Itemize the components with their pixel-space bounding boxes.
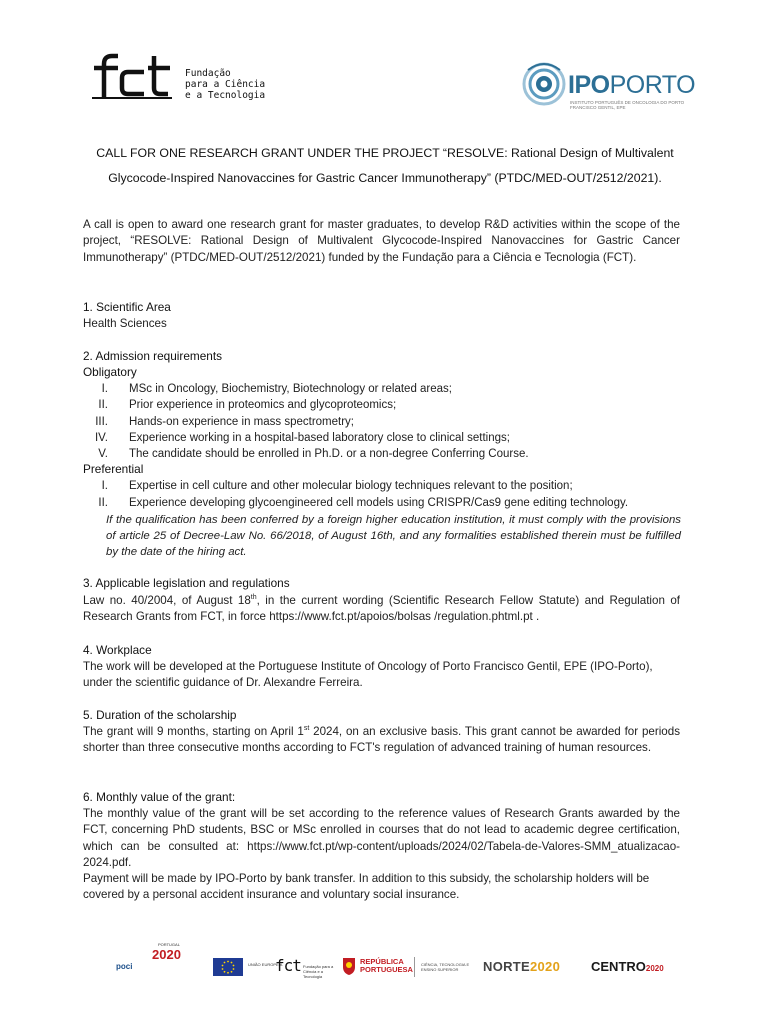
fct-logo — [92, 50, 272, 100]
republica-emblem-icon — [342, 956, 356, 976]
portugal2020-logo — [152, 942, 181, 984]
list-text: Expertise in cell culture and other molecular biology techniques relevant to the position; — [129, 480, 573, 492]
fct-line-2: para a Ciência — [185, 79, 266, 90]
foreign-qualification-note: If the qualification has been conferred by a foreign higher education institution, it must comply with the provisions of article 25 of Decree-Law No. 66/2018, of August 16th, and any formalities established therein must be fulfilled by the date of the hiring act. — [106, 514, 681, 559]
legislation-text-a: Law no. 40/2004, of August 18 — [83, 594, 251, 607]
call-title-line-2: Glycocode-Inspired Nanovaccines for Gastric Cancer Immunotherapy” (PTDC/MED-OUT/2512/2021). — [108, 171, 662, 185]
eu-stars-icon — [213, 958, 243, 976]
duration-text-a: The grant will 9 months, starting on April 1 — [83, 725, 304, 738]
portugal2020-number: 2020 — [152, 947, 181, 962]
poci-logo: poci — [116, 962, 133, 971]
centro2020-logo — [591, 959, 664, 985]
scientific-area-text: Health Sciences — [83, 317, 167, 330]
section-admission-heading: 2. Admission requirements — [83, 349, 223, 363]
rp-line-1: REPÚBLICA — [360, 957, 404, 966]
ipo-name — [568, 72, 695, 98]
republica-portuguesa-text — [360, 958, 413, 984]
workplace-text: The work will be developed at the Portuguese Institute of Oncology of Porto Francisco Gentil, EPE (IPO-Porto), under the scientific guidance of Dr. Alexandre Ferreira. — [83, 660, 653, 690]
norte2020-logo — [483, 959, 560, 985]
list-number: II. — [98, 399, 108, 411]
list-text: Prior experience in proteomics and glycoproteomics; — [129, 399, 397, 411]
portugal2020-small: PORTUGAL — [158, 942, 180, 947]
fct-footer-sub: Fundação para a Ciência e a Tecnologia — [303, 964, 334, 979]
ipo-porto-logo — [522, 60, 702, 120]
centro-number: 2020 — [645, 964, 664, 973]
call-title-line-1: CALL FOR ONE RESEARCH GRANT UNDER THE PROJECT “RESOLVE: Rational Design of Multivalent — [96, 146, 674, 160]
payment-text: Payment will be made by IPO-Porto by bank transfer. In addition to this subsidy, the scholarship holders will be covered by a personal accident insurance and voluntary social insurance. — [83, 872, 650, 902]
section-workplace-heading: 4. Workplace — [83, 643, 152, 657]
duration-text-b: 2024, on an exclusive basis. This grant cannot be awarded for periods shorter than three consecutive months according to FCT's regulation of advanced training of human resources. — [83, 725, 680, 755]
funding-logos-footer — [108, 942, 664, 984]
list-number: V. — [98, 448, 108, 460]
intro-paragraph: A call is open to award one research grant for master graduates, to develop R&D activities within the scope of the project, “RESOLVE: Rational Design of Multivalent Glycocode-Inspired Nanovaccines for Gastric Cancer Immunotherapy” (PTDC/MED-OUT/2512/2021) funded by the Fundação para a Ciência e Tecnologia (FCT). — [83, 218, 680, 264]
fct-line-3: e a Tecnologia — [185, 90, 266, 101]
footer-divider — [414, 957, 415, 977]
section-monthly-heading: 6. Monthly value of the grant: — [83, 790, 236, 804]
list-text: MSc in Oncology, Biochemistry, Biotechnology or related areas; — [129, 383, 452, 395]
list-number: I. — [101, 480, 108, 492]
fct-mark-icon — [92, 50, 174, 102]
section-legislation-heading: 3. Applicable legislation and regulations — [83, 576, 290, 590]
list-number: III. — [95, 416, 108, 428]
rp-line-2: PORTUGUESA — [360, 965, 413, 974]
norte-number: 2020 — [530, 959, 561, 974]
legislation-sup: th — [250, 594, 257, 602]
monthly-text: The monthly value of the grant will be set according to the reference values of Research Grants awarded by the FCT, concerning PhD students, BSC or MSc enrolled in courses that do not lead to academic degree certification, which can be consulted at: https://www.fct.pt/wp-content/uploads/2024/02/Tabela-de-Valores-SMM_atualizacao-2024.pdf. — [83, 807, 680, 869]
list-text: Experience developing glycoengineered cell models using CRISPR/Cas9 gene editing technology. — [129, 497, 629, 509]
section-duration-heading: 5. Duration of the scholarship — [83, 708, 237, 722]
shield-icon — [342, 956, 356, 976]
list-number: IV. — [94, 432, 108, 444]
fct-footer-logo: fct — [275, 956, 301, 975]
legislation-text — [83, 593, 680, 626]
ipo-eye-icon — [522, 60, 568, 110]
ccts-text: CIÊNCIA, TECNOLOGIA E ENSINO SUPERIOR — [421, 962, 470, 972]
ipo-name-bold: IPO — [568, 71, 610, 99]
ipo-name-rest: PORTO — [609, 71, 696, 99]
list-text: Hands-on experience in mass spectrometry; — [129, 416, 354, 428]
fct-wordmark — [185, 68, 265, 101]
legislation-text-b: , in the current wording (Scientific Research Fellow Statute) and Regulation of Research Grants from FCT, in force https://www.fct.pt/apoios/bolsas /regulation.phtml.pt . — [83, 594, 681, 624]
eu-text: UNIÃO EUROPEIA — [248, 962, 283, 967]
duration-sup: st — [303, 725, 310, 733]
list-text: Experience working in a hospital-based laboratory close to clinical settings; — [129, 432, 510, 444]
norte-text: NORTE — [483, 959, 530, 974]
section-scientific-area-heading: 1. Scientific Area — [83, 300, 171, 314]
list-number: II. — [98, 497, 108, 509]
fct-line-1: Fundação — [185, 68, 231, 79]
eu-flag-icon — [213, 958, 243, 976]
ipo-subtitle: INSTITUTO PORTUGUÊS DE ONCOLOGIA DO PORTO FRANCISCO GENTIL, EPE — [570, 100, 685, 110]
list-number: I. — [101, 383, 108, 395]
obligatory-label: Obligatory — [83, 365, 137, 379]
preferential-label: Preferential — [83, 462, 144, 476]
centro-text: CENTRO — [591, 959, 646, 974]
list-text: The candidate should be enrolled in Ph.D. or a non-degree Conferring Course. — [129, 448, 529, 460]
duration-text — [83, 724, 680, 757]
